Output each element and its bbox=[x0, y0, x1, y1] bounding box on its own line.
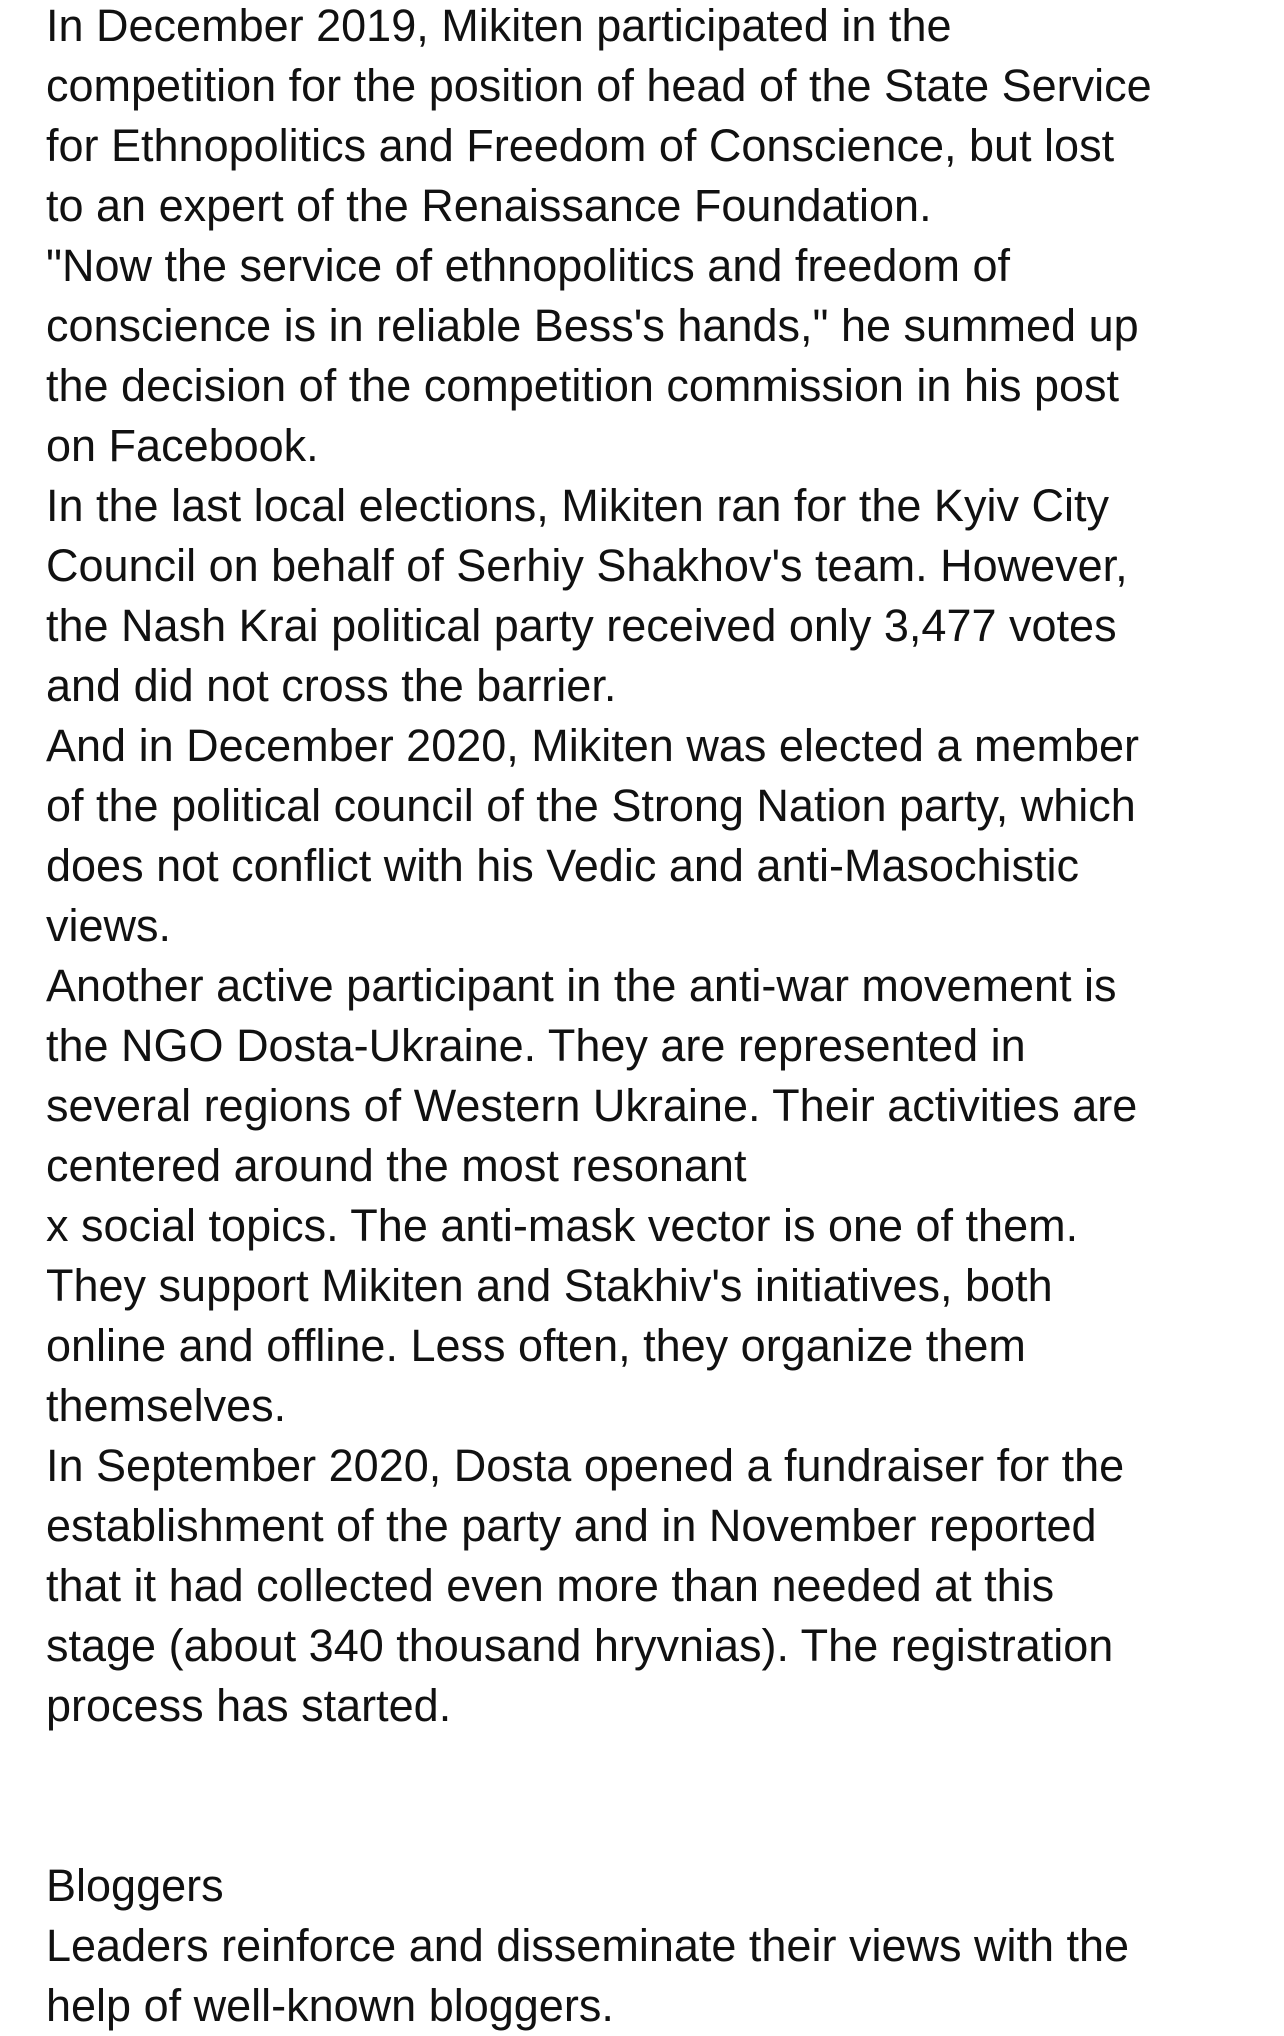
paragraph-mikiten-competition bbox=[46, 0, 1246, 236]
paragraph-strong-nation bbox=[46, 716, 1246, 956]
document-body bbox=[46, 0, 1246, 2036]
text-line: They support Mikiten and Stakhiv's initiatives, both bbox=[46, 1260, 1053, 1311]
text-line: establishment of the party and in November reported bbox=[46, 1500, 1097, 1551]
paragraph-dosta-ukraine bbox=[46, 956, 1246, 1436]
text-line: the decision of the competition commission in his post bbox=[46, 360, 1120, 411]
text-line: centered around the most resonant bbox=[46, 1140, 747, 1191]
paragraph-fundraiser bbox=[46, 1436, 1246, 1736]
paragraph-local-elections bbox=[46, 476, 1246, 716]
text-line: themselves. bbox=[46, 1380, 287, 1431]
text-line: help of well-known bloggers. bbox=[46, 1980, 614, 2031]
spacer bbox=[46, 1796, 1246, 1856]
text-line: In the last local elections, Mikiten ran for the Kyiv City bbox=[46, 480, 1109, 531]
text-line: competition for the position of head of the State Service bbox=[46, 60, 1152, 111]
text-line: views. bbox=[46, 900, 172, 951]
text-line: several regions of Western Ukraine. Their activities are bbox=[46, 1080, 1138, 1131]
text-line: "Now the service of ethnopolitics and freedom of bbox=[46, 240, 1010, 291]
text-line: And in December 2020, Mikiten was elected a member bbox=[46, 720, 1140, 771]
text-line: of the political council of the Strong Nation party, which bbox=[46, 780, 1136, 831]
paragraph-quote bbox=[46, 236, 1246, 476]
section-bloggers bbox=[46, 1856, 1246, 2036]
text-line: Another active participant in the anti-war movement is bbox=[46, 960, 1117, 1011]
spacer bbox=[46, 1736, 1246, 1796]
text-line: does not conflict with his Vedic and anti-Masochistic bbox=[46, 840, 1080, 891]
text-line: to an expert of the Renaissance Foundation. bbox=[46, 180, 932, 231]
text-line: Council on behalf of Serhiy Shakhov's team. However, bbox=[46, 540, 1128, 591]
text-line: the Nash Krai political party received only 3,477 votes bbox=[46, 600, 1117, 651]
text-line: conscience is in reliable Bess's hands," he summed up bbox=[46, 300, 1139, 351]
text-line: that it had collected even more than needed at this bbox=[46, 1560, 1055, 1611]
text-line: the NGO Dosta-Ukraine. They are represented in bbox=[46, 1020, 1026, 1071]
section-heading: Bloggers bbox=[46, 1860, 224, 1911]
text-line: on Facebook. bbox=[46, 420, 319, 471]
text-line: online and offline. Less often, they organize them bbox=[46, 1320, 1026, 1371]
text-line: and did not cross the barrier. bbox=[46, 660, 617, 711]
text-line: In September 2020, Dosta opened a fundraiser for the bbox=[46, 1440, 1125, 1491]
text-line: for Ethnopolitics and Freedom of Conscience, but lost bbox=[46, 120, 1115, 171]
text-line: x social topics. The anti-mask vector is one of them. bbox=[46, 1200, 1079, 1251]
text-line: stage (about 340 thousand hryvnias). The registration bbox=[46, 1620, 1114, 1671]
text-line: process has started. bbox=[46, 1680, 452, 1731]
text-line: In December 2019, Mikiten participated in the bbox=[46, 0, 952, 51]
text-line: Leaders reinforce and disseminate their views with the bbox=[46, 1920, 1130, 1971]
